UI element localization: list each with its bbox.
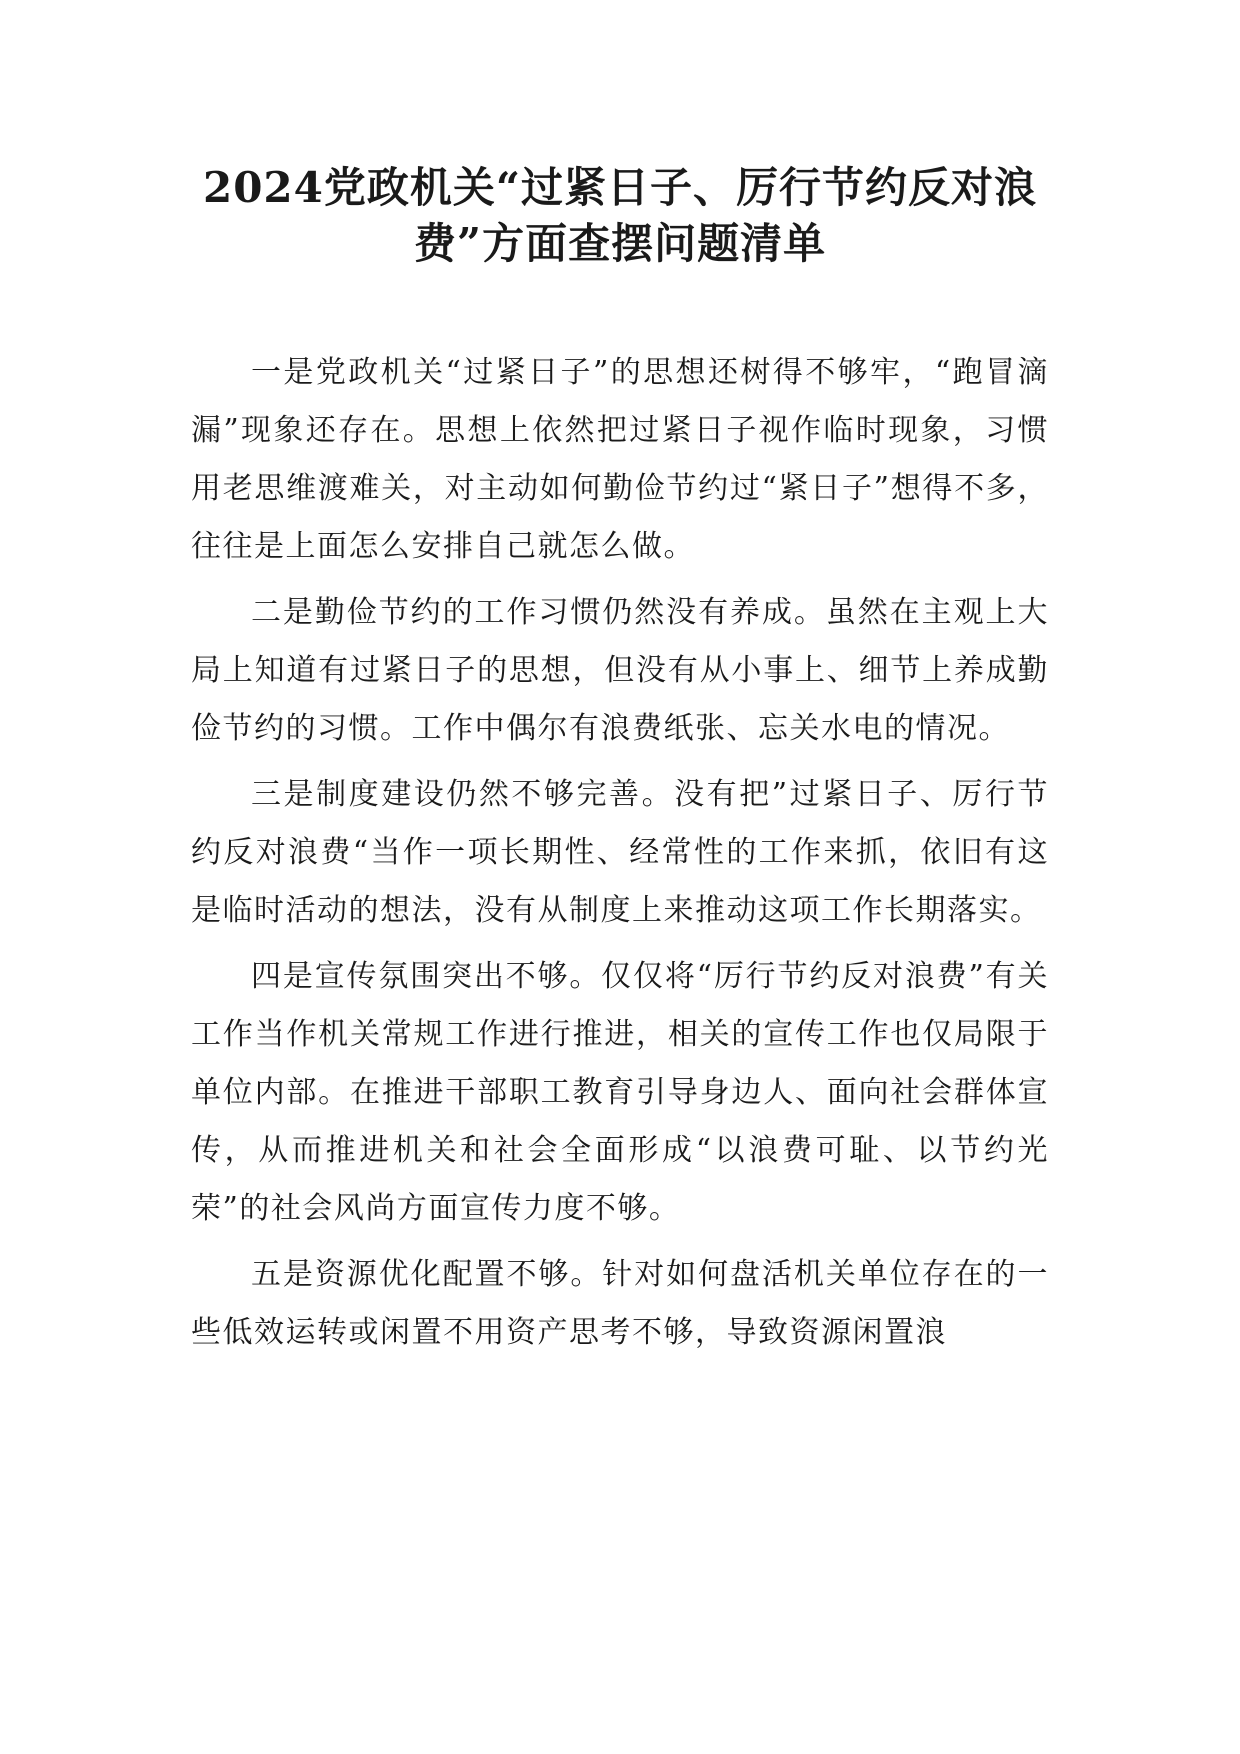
paragraph-1: 一是党政机关“过紧日子”的思想还树得不够牢，“跑冒滴漏”现象还存在。思想上依然把过紧日子视作临时现象，习惯用老思维渡难关，对主动如何勤俭节约过“紧日子”想得不多，往往是上面怎么安排自己就怎么做。	[191, 355, 1049, 564]
paragraph-5: 五是资源优化配置不够。针对如何盘活机关单位存在的一些低效运转或闲置不用资产思考不够，导致资源闲置浪	[191, 1257, 1049, 1350]
paragraph-4: 四是宣传氛围突出不够。仅仅将“厉行节约反对浪费”有关工作当作机关常规工作进行推进，相关的宣传工作也仅局限于单位内部。在推进干部职工教育引导身边人、面向社会群体宣传，从而推进机关和社会全面形成“以浪费可耻、以节约光荣”的社会风尚方面宣传力度不够。	[191, 959, 1049, 1226]
document-title	[180, 160, 1060, 272]
title-line-1: 2024党政机关“过紧日子、厉行节约反对浪	[202, 163, 1038, 212]
document-body	[191, 344, 1049, 1370]
paragraph-3: 三是制度建设仍然不够完善。没有把”过紧日子、厉行节约反对浪费“当作一项长期性、经常性的工作来抓，依旧有这是临时活动的想法，没有从制度上来推动这项工作长期落实。	[191, 777, 1049, 928]
title-line-2: 费”方面查摆问题清单	[413, 219, 827, 268]
paragraph-2: 二是勤俭节约的工作习惯仍然没有养成。虽然在主观上大局上知道有过紧日子的思想，但没有从小事上、细节上养成勤俭节约的习惯。工作中偶尔有浪费纸张、忘关水电的情况。	[191, 595, 1049, 746]
